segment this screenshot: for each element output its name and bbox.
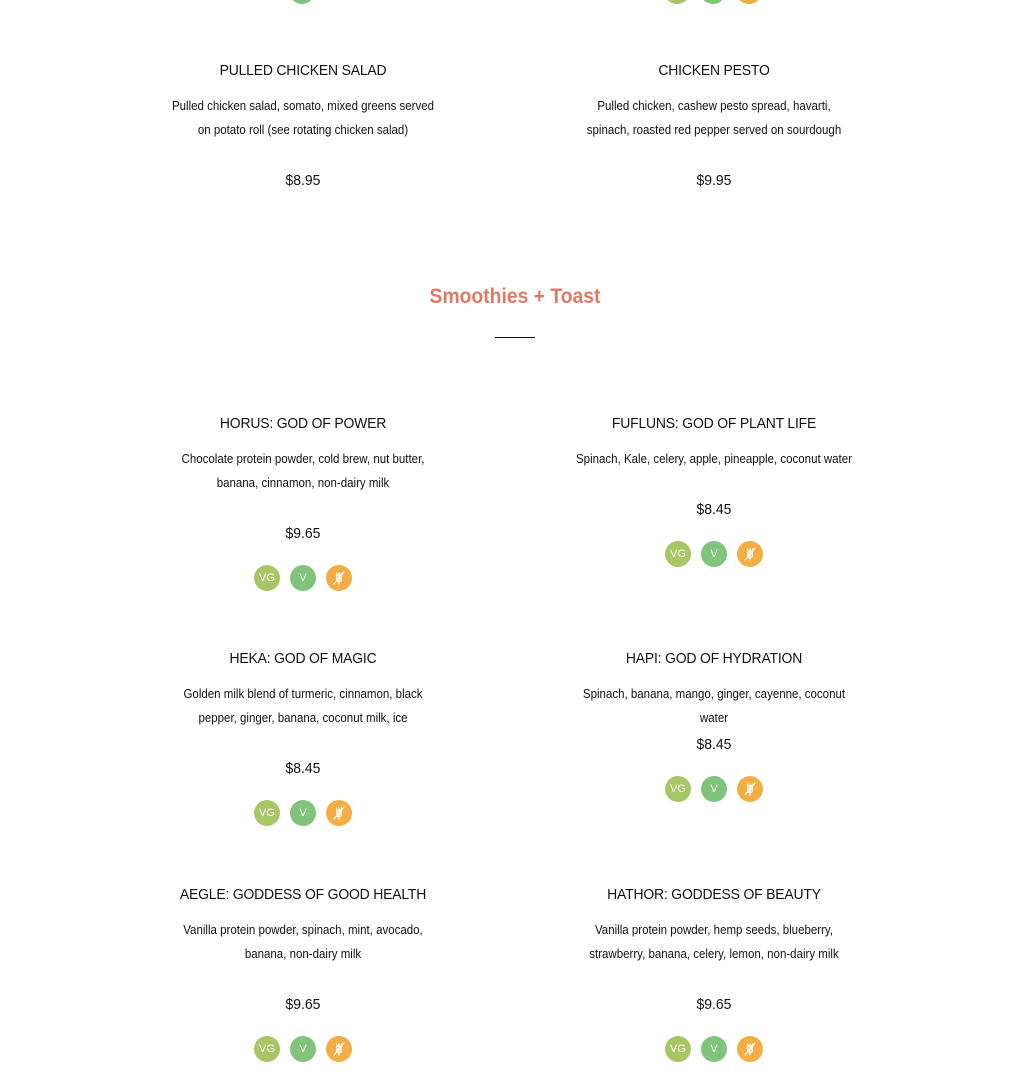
top-left-dietary-badges: [289, 0, 315, 4]
item-name: HAPI: GOD OF HYDRATION: [625, 650, 803, 667]
item-description: Vanilla protein powder, spinach, mint, avocado, banana, non-dairy milk: [183, 923, 423, 961]
item-name: HORUS: GOD OF POWER: [219, 415, 387, 432]
gluten-free-icon: [326, 1036, 352, 1062]
gluten-free-icon: [326, 800, 352, 826]
item-description: Spinach, Kale, celery, apple, pineapple, coconut water: [576, 452, 852, 466]
item-price: $9.65: [285, 525, 321, 542]
item-name: HEKA: GOD OF MAGIC: [229, 650, 377, 667]
menu-item-horus: [153, 415, 453, 595]
item-price: $8.45: [696, 501, 732, 518]
section-divider: [495, 337, 535, 338]
item-description: Pulled chicken salad, somato, mixed greens served on potato roll (see rotating chicken salad): [171, 99, 435, 137]
dietary-badges: [153, 1036, 453, 1062]
vegan-badge: VG: [254, 1036, 280, 1062]
vegan-badge: VG: [254, 565, 280, 591]
dietary-badges: [153, 565, 453, 591]
vegetarian-badge: [289, 0, 315, 4]
vegetarian-badge: [700, 0, 726, 4]
dietary-badges: [564, 1036, 864, 1062]
menu-item-hathor: [564, 886, 864, 1066]
gluten-free-icon: [737, 541, 763, 567]
item-price: $8.95: [285, 172, 321, 189]
vegetarian-badge: V: [290, 1036, 316, 1062]
item-name: PULLED CHICKEN SALAD: [219, 62, 387, 79]
menu-item-chicken-pesto: [564, 62, 864, 202]
top-right-dietary-badges: [664, 0, 762, 4]
dietary-badges: [564, 776, 864, 802]
section-title: Smoothies + Toast: [429, 285, 601, 308]
item-price: $8.45: [285, 760, 321, 777]
vegetarian-badge: V: [701, 541, 727, 567]
item-name: AEGLE: GODDESS OF GOOD HEALTH: [179, 886, 427, 903]
dietary-badges: [564, 541, 864, 567]
vegan-badge: VG: [665, 541, 691, 567]
menu-item-pulled-chicken-salad: [153, 62, 453, 202]
dietary-badges: [153, 800, 453, 826]
item-price: $9.95: [696, 172, 732, 189]
gluten-free-icon: [326, 565, 352, 591]
item-description: Vanilla protein powder, hemp seeds, blueberry, strawberry, banana, celery, lemon, non-dairy milk: [589, 923, 839, 961]
item-name: HATHOR: GODDESS OF BEAUTY: [607, 886, 821, 903]
menu-item-heka: [153, 650, 453, 830]
vegan-badge: VG: [254, 800, 280, 826]
item-description: Chocolate protein powder, cold brew, nut butter, banana, cinnamon, non-dairy milk: [181, 452, 425, 490]
menu-item-aegle: [153, 886, 453, 1066]
vegetarian-badge: V: [290, 565, 316, 591]
item-price: $9.65: [285, 996, 321, 1013]
vegan-badge: VG: [665, 1036, 691, 1062]
item-description: Golden milk blend of turmeric, cinnamon, black pepper, ginger, banana, coconut milk, ice: [183, 687, 423, 725]
vegetarian-badge: V: [701, 1036, 727, 1062]
menu-item-fufluns: [564, 415, 864, 571]
vegetarian-badge: V: [701, 776, 727, 802]
gluten-free-icon: [737, 776, 763, 802]
item-description: Spinach, banana, mango, ginger, cayenne, coconut water: [582, 687, 846, 725]
vegan-badge: VG: [665, 776, 691, 802]
gluten-free-icon: [736, 0, 762, 4]
vegan-badge: [664, 0, 690, 4]
vegetarian-badge: V: [290, 800, 316, 826]
item-price: $8.45: [696, 736, 732, 753]
item-name: FUFLUNS: GOD OF PLANT LIFE: [611, 415, 817, 432]
item-name: CHICKEN PESTO: [658, 62, 770, 79]
item-description: Pulled chicken, cashew pesto spread, havarti, spinach, roasted red pepper served on sourdough: [586, 99, 842, 137]
item-price: $9.65: [696, 996, 732, 1013]
menu-item-hapi: [564, 650, 864, 806]
gluten-free-icon: [737, 1036, 763, 1062]
